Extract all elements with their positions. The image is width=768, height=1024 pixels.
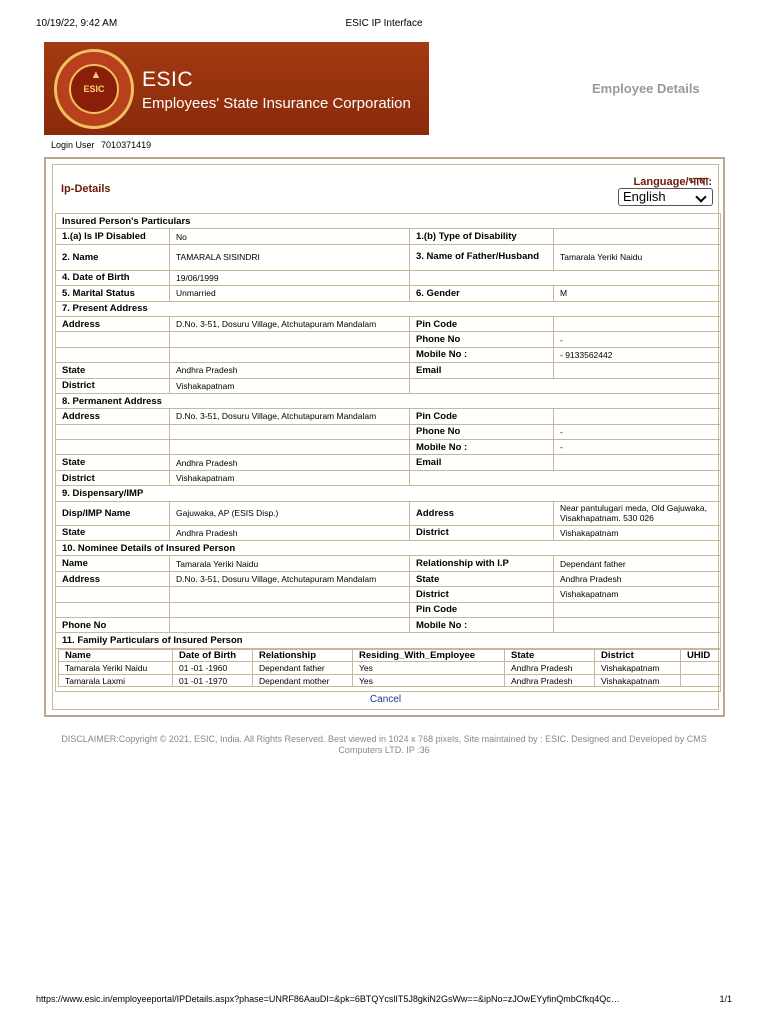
permanent-pin-value <box>554 409 721 424</box>
family-cell <box>681 662 721 675</box>
family-cell: 01 -01 -1960 <box>173 662 253 675</box>
present-pin-label: Pin Code <box>410 316 554 331</box>
panel-title: Ip-Details <box>61 183 111 195</box>
dispensary-address-value: Near pantulugari meda, Old Gajuwaka, Visakhapatnam. 530 026 <box>554 501 721 525</box>
present-district-value: Vishakapatnam <box>170 378 410 393</box>
permanent-email-value <box>554 455 721 470</box>
gender-label: 6. Gender <box>410 286 554 301</box>
permanent-phone-label: Phone No <box>410 424 554 439</box>
nominee-name-label: Name <box>56 556 170 571</box>
ip-details-panel <box>44 157 725 717</box>
dispensary-address-label: Address <box>410 501 554 525</box>
permanent-mobile-label: Mobile No : <box>410 440 554 455</box>
nominee-mobile-label: Mobile No : <box>410 617 554 632</box>
present-address-value: D.No. 3-51, Dosuru Village, Atchutapuram Mandalam <box>170 316 410 331</box>
permanent-mobile-value: - <box>554 440 721 455</box>
login-user <box>51 140 155 150</box>
present-mobile-value: - 9133562442 <box>554 347 721 362</box>
disability-type-label: 1.(b) Type of Disability <box>410 229 554 244</box>
permanent-address-label: Address <box>56 409 170 424</box>
disabled-value: No <box>170 229 410 244</box>
family-col-dob: Date of Birth <box>173 649 253 662</box>
nominee-relationship-label: Relationship with I.P <box>410 556 554 571</box>
cancel-row <box>53 694 718 705</box>
print-footer <box>36 994 732 1006</box>
family-col-name: Name <box>59 649 173 662</box>
lamp-icon: ▲ <box>90 69 102 81</box>
dispensary-name-value: Gajuwaka, AP (ESIS Disp.) <box>170 501 410 525</box>
family-col-uhid: UHID <box>681 649 721 662</box>
marital-value: Unmarried <box>170 286 410 301</box>
empty-cell <box>410 270 721 285</box>
family-cell <box>681 674 721 687</box>
nominee-state-label: State <box>410 571 554 586</box>
permanent-state-label: State <box>56 455 170 470</box>
nominee-name-value: Tamarala Yeriki Naidu <box>170 556 410 571</box>
nominee-phone-value <box>170 617 410 632</box>
family-cell: Andhra Pradesh <box>505 662 595 675</box>
present-state-label: State <box>56 363 170 378</box>
family-cell: Vishakapatnam <box>595 662 681 675</box>
family-cell: Yes <box>353 674 505 687</box>
login-user-value: 7010371419 <box>101 140 152 150</box>
family-cell: Dependant father <box>253 662 353 675</box>
family-col-relationship: Relationship <box>253 649 353 662</box>
print-header <box>36 18 732 30</box>
nominee-relationship-value: Dependant father <box>554 556 721 571</box>
cancel-button[interactable]: Cancel <box>369 694 402 705</box>
nominee-pin-value <box>554 602 721 617</box>
nominee-pin-label: Pin Code <box>410 602 554 617</box>
present-pin-value <box>554 316 721 331</box>
nominee-district-value: Vishakapatnam <box>554 587 721 602</box>
nominee-mobile-value <box>554 617 721 632</box>
permanent-district-value: Vishakapatnam <box>170 470 410 485</box>
table-row <box>59 674 721 687</box>
marital-label: 5. Marital Status <box>56 286 170 301</box>
disclaimer: DISCLAIMER:Copyright © 2021, ESIC, India. All Rights Reserved. Best viewed in 1024 x 768 pixels, Site maintained by : ESIC. Designed and Developed by CMS Computers LTD. IP :36 <box>61 734 707 755</box>
present-address-label: Address <box>56 316 170 331</box>
print-datetime: 10/19/22, 9:42 AM <box>36 18 118 29</box>
family-cell: Vishakapatnam <box>595 674 681 687</box>
permanent-pin-label: Pin Code <box>410 409 554 424</box>
nominee-district-label: District <box>410 587 554 602</box>
esic-banner <box>44 42 429 135</box>
brand-name: ESIC <box>142 68 194 91</box>
nominee-address-value: D.No. 3-51, Dosuru Village, Atchutapuram Mandalam <box>170 571 410 586</box>
father-label: 3. Name of Father/Husband <box>410 244 554 270</box>
family-col-district: District <box>595 649 681 662</box>
family-table <box>58 649 721 688</box>
ip-details-table <box>55 213 721 692</box>
esic-logo <box>54 49 134 129</box>
logo-text: ESIC <box>83 84 105 94</box>
disability-type-value <box>554 229 721 244</box>
present-email-value <box>554 363 721 378</box>
permanent-phone-value: - <box>554 424 721 439</box>
dispensary-district-label: District <box>410 525 554 540</box>
section-particulars: Insured Person's Particulars <box>56 214 721 229</box>
dispensary-district-value: Vishakapatnam <box>554 525 721 540</box>
print-title: ESIC IP Interface <box>345 18 423 29</box>
print-page-number: 1/1 <box>719 994 732 1004</box>
language-selected-value: English <box>623 189 666 204</box>
nominee-phone-label: Phone No <box>56 617 170 632</box>
ip-details-inner <box>52 164 719 710</box>
esic-logo-emblem <box>69 64 119 114</box>
page-heading: Employee Details <box>592 81 700 96</box>
dob-value: 19/06/1999 <box>170 270 410 285</box>
present-email-label: Email <box>410 363 554 378</box>
table-row <box>59 662 721 675</box>
permanent-address-value: D.No. 3-51, Dosuru Village, Atchutapuram Mandalam <box>170 409 410 424</box>
father-value: Tamarala Yeriki Naidu <box>554 244 721 270</box>
chevron-down-icon <box>695 191 706 202</box>
gender-value: M <box>554 286 721 301</box>
section-dispensary: 9. Dispensary/IMP <box>56 486 721 501</box>
family-cell: 01 -01 -1970 <box>173 674 253 687</box>
family-cell: Andhra Pradesh <box>505 674 595 687</box>
nominee-state-value: Andhra Pradesh <box>554 571 721 586</box>
language-label: Language/भाषा: <box>633 176 712 188</box>
section-present-address: 7. Present Address <box>56 301 721 316</box>
section-family: 11. Family Particulars of Insured Person <box>56 633 721 648</box>
print-url: https://www.esic.in/employeeportal/IPDetails.aspx?phase=UNRF86AauDI=&pk=6BTQYcslIT5J8gkiN2GsWw==&ipNo=zJOwEYyfinQmbCfkq4Qc… <box>36 994 620 1004</box>
permanent-email-label: Email <box>410 455 554 470</box>
brand-full-name: Employees' State Insurance Corporation <box>142 95 411 112</box>
present-phone-label: Phone No <box>410 332 554 347</box>
name-value: TAMARALA SISINDRI <box>170 244 410 270</box>
present-mobile-label: Mobile No : <box>410 347 554 362</box>
permanent-state-value: Andhra Pradesh <box>170 455 410 470</box>
family-col-state: State <box>505 649 595 662</box>
permanent-district-label: District <box>56 470 170 485</box>
present-phone-value: - <box>554 332 721 347</box>
present-state-value: Andhra Pradesh <box>170 363 410 378</box>
dob-label: 4. Date of Birth <box>56 270 170 285</box>
family-header-row <box>59 649 721 662</box>
section-nominee: 10. Nominee Details of Insured Person <box>56 541 721 556</box>
dispensary-state-label: State <box>56 525 170 540</box>
present-district-label: District <box>56 378 170 393</box>
family-cell: Tamarala Laxmi <box>59 674 173 687</box>
dispensary-state-value: Andhra Pradesh <box>170 525 410 540</box>
nominee-address-label: Address <box>56 571 170 586</box>
login-user-label: Login User <box>51 140 95 150</box>
disabled-label: 1.(a) Is IP Disabled <box>56 229 170 244</box>
family-table-cell <box>56 648 721 692</box>
family-col-residing: Residing_With_Employee <box>353 649 505 662</box>
family-cell: Yes <box>353 662 505 675</box>
language-select[interactable] <box>618 188 713 206</box>
dispensary-name-label: Disp/IMP Name <box>56 501 170 525</box>
name-label: 2. Name <box>56 244 170 270</box>
family-cell: Dependant mother <box>253 674 353 687</box>
family-cell: Tamarala Yeriki Naidu <box>59 662 173 675</box>
section-permanent-address: 8. Permanent Address <box>56 393 721 408</box>
